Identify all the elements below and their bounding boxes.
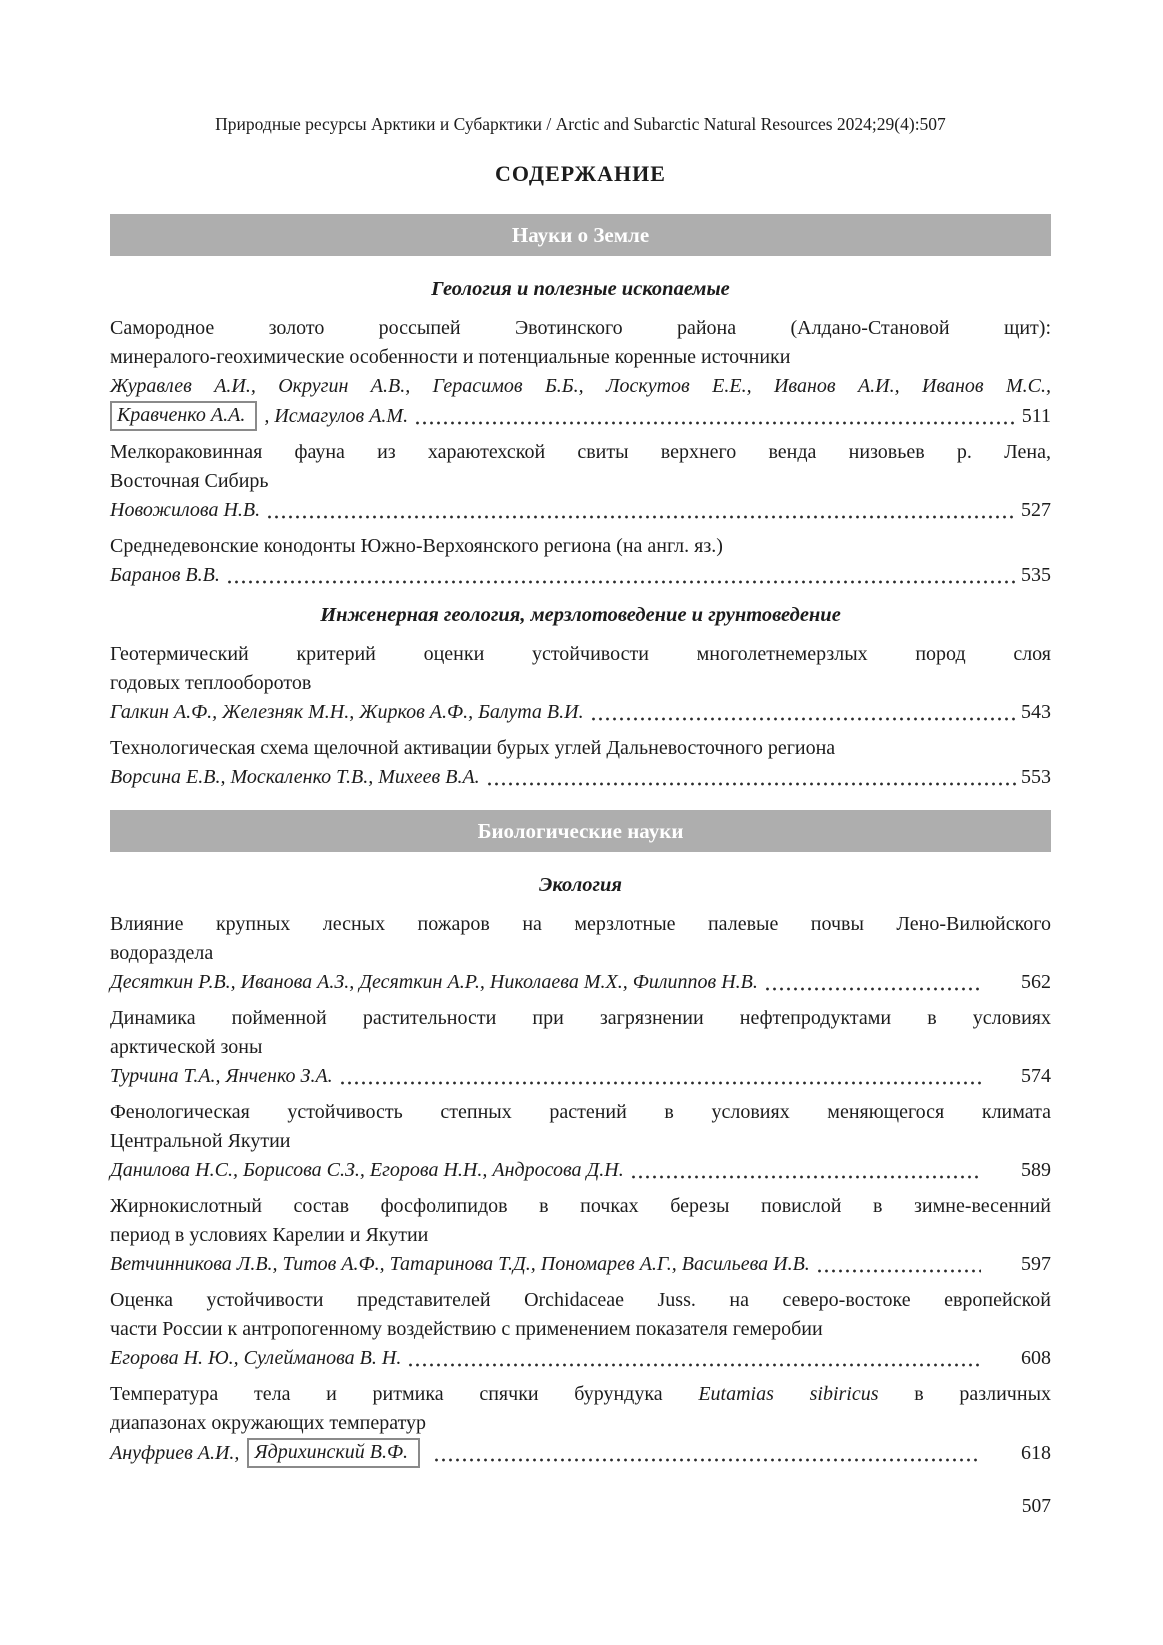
entry-page-number: 527 xyxy=(1021,499,1051,521)
toc-entry xyxy=(110,1286,1051,1373)
entry-authors-row xyxy=(110,698,1051,727)
boxed-author-name: Кравченко А.А. xyxy=(110,401,257,431)
entry-title: годовых теплооборотов xyxy=(110,672,312,694)
entry-authors: Журавлев А.И., Округин А.В., Герасимов Б.Б., Лоскутов Е.Е., Иванов А.И., Иванов М.С., xyxy=(110,375,1051,397)
entry-page-number: 535 xyxy=(1021,564,1051,586)
entry-authors: Баранов В.В. xyxy=(110,564,220,586)
section-bar-earth-sciences: Науки о Земле xyxy=(110,214,1051,256)
journal-header: Природные ресурсы Арктики и Субарктики / Arctic and Subarctic Natural Resources 2024;29(4):507 xyxy=(215,114,946,134)
dot-leader xyxy=(433,1458,981,1462)
entry-title: арктической зоны xyxy=(110,1036,263,1058)
entry-page-number: 574 xyxy=(1021,1065,1051,1087)
entry-authors-row xyxy=(110,763,1051,792)
toc-entry xyxy=(110,1192,1051,1279)
toc-entry xyxy=(110,532,1051,590)
boxed-author-name: Ядрихинский В.Ф. xyxy=(247,1438,420,1468)
entry-authors: Ворсина Е.В., Москаленко Т.В., Михеев В.А. xyxy=(110,766,480,788)
group-heading-geology: Геология и полезные ископаемые xyxy=(431,278,730,300)
entry-authors-row xyxy=(110,1156,1051,1185)
entries-geology xyxy=(110,314,1051,590)
entry-authors-row xyxy=(110,1438,1051,1468)
entry-authors: Десяткин Р.В., Иванова А.З., Десяткин А.Р., Николаева М.Х., Филиппов Н.В. xyxy=(110,971,758,993)
entry-authors: , Исмагулов А.М. xyxy=(264,405,409,427)
dot-leader xyxy=(407,1363,981,1367)
entry-title: Фенологическая устойчивость степных растений в условиях меняющегося климата xyxy=(110,1101,1051,1123)
entry-title: Оценка устойчивости представителей Orchidaceae Juss. на северо-востоке европейской xyxy=(110,1289,1051,1311)
dot-leader xyxy=(630,1175,981,1179)
entry-page-number: 618 xyxy=(1021,1442,1051,1464)
entry-authors-row xyxy=(110,496,1051,525)
toc-entry xyxy=(110,1004,1051,1091)
entry-page-number: 511 xyxy=(1021,405,1051,427)
entry-page-number: 589 xyxy=(1021,1159,1051,1181)
entry-title: Динамика пойменной растительности при загрязнении нефтепродуктами в условиях xyxy=(110,1007,1051,1029)
dot-leader xyxy=(266,515,1016,519)
entry-title: период в условиях Карелии и Якутии xyxy=(110,1224,429,1246)
entry-title: Технологическая схема щелочной активации бурых углей Дальневосточного региона xyxy=(110,737,836,759)
toc-entry xyxy=(110,438,1051,525)
entry-authors: Турчина Т.А., Янченко З.А. xyxy=(110,1065,333,1087)
dot-leader xyxy=(486,782,1016,786)
footer-page-number: 507 xyxy=(1021,1496,1051,1517)
entry-authors-row xyxy=(110,1344,1051,1373)
entry-title: Восточная Сибирь xyxy=(110,470,269,492)
toc-entry xyxy=(110,1098,1051,1185)
entry-title: Самородное золото россыпей Эвотинского района (Алдано-Становой щит): xyxy=(110,317,1051,339)
section-bar-biological-sciences: Биологические науки xyxy=(110,810,1051,852)
entries-ecology xyxy=(110,910,1051,1468)
page-title: СОДЕРЖАНИЕ xyxy=(495,161,666,186)
entry-authors: Данилова Н.С., Борисова С.З., Егорова Н.Н., Андросова Д.Н. xyxy=(110,1159,624,1181)
toc-entry xyxy=(110,734,1051,792)
dot-leader xyxy=(590,717,1016,721)
toc-entry xyxy=(110,640,1051,727)
entry-title: Центральной Якутии xyxy=(110,1130,291,1152)
entry-title: диапазонах окружающих температур xyxy=(110,1412,427,1434)
entry-authors-row xyxy=(110,968,1051,997)
entry-title: Среднедевонские конодонты Южно-Верхоянского региона (на англ. яз.) xyxy=(110,535,723,557)
entry-page-number: 608 xyxy=(1021,1347,1051,1369)
page-content xyxy=(110,0,1051,1475)
entry-page-number: 543 xyxy=(1021,701,1051,723)
group-heading-engineering-geology: Инженерная геология, мерзлотоведение и грунтоведение xyxy=(320,604,841,626)
toc-entry xyxy=(110,314,1051,431)
entry-authors-row xyxy=(110,1250,1051,1279)
entry-title: водораздела xyxy=(110,942,214,964)
entry-title: Влияние крупных лесных пожаров на мерзлотные палевые почвы Лено-Вилюйского xyxy=(110,913,1051,935)
dot-leader xyxy=(339,1081,981,1085)
entry-page-number: 562 xyxy=(1021,971,1051,993)
entry-title: части России к антропогенному воздействию с применением показателя гемеробии xyxy=(110,1318,823,1340)
group-heading-ecology: Экология xyxy=(539,874,622,896)
dot-leader xyxy=(414,421,1017,425)
entry-authors-row xyxy=(110,401,1051,431)
entry-page-number: 597 xyxy=(1021,1253,1051,1275)
dot-leader xyxy=(764,987,981,991)
entry-title: Мелкораковинная фауна из хараютехской свиты верхнего венда низовьев р. Лена, xyxy=(110,441,1051,463)
entry-page-number: 553 xyxy=(1021,766,1051,788)
toc-entry xyxy=(110,1380,1051,1468)
entry-title: Жирнокислотный состав фосфолипидов в почках березы повислой в зимне-весенний xyxy=(110,1195,1051,1217)
entry-authors: Новожилова Н.В. xyxy=(110,499,261,521)
entry-authors: Галкин А.Ф., Железняк М.Н., Жирков А.Ф., Балута В.И. xyxy=(110,701,584,723)
entry-authors-row xyxy=(110,561,1051,590)
entry-authors: Ветчинникова Л.В., Титов А.Ф., Татаринова Т.Д., Пономарев А.Г., Васильева И.В. xyxy=(110,1253,810,1275)
entry-title: Геотермический критерий оценки устойчивости многолетнемерзлых пород слоя xyxy=(110,643,1051,665)
entry-authors: Егорова Н. Ю., Сулейманова В. Н. xyxy=(110,1347,402,1369)
entry-title: Температура тела и ритмика спячки бурундука Eutamias sibiricus в различных xyxy=(110,1383,1052,1405)
toc-entry xyxy=(110,910,1051,997)
entry-title: минералого-геохимические особенности и потенциальные коренные источники xyxy=(110,346,791,368)
species-name-italic: Eutamias sibiricus xyxy=(698,1383,879,1405)
dot-leader xyxy=(816,1269,981,1273)
entries-engineering-geology xyxy=(110,640,1051,792)
entry-authors: Ануфриев А.И., xyxy=(110,1442,240,1464)
dot-leader xyxy=(226,580,1016,584)
entry-authors-row xyxy=(110,1062,1051,1091)
